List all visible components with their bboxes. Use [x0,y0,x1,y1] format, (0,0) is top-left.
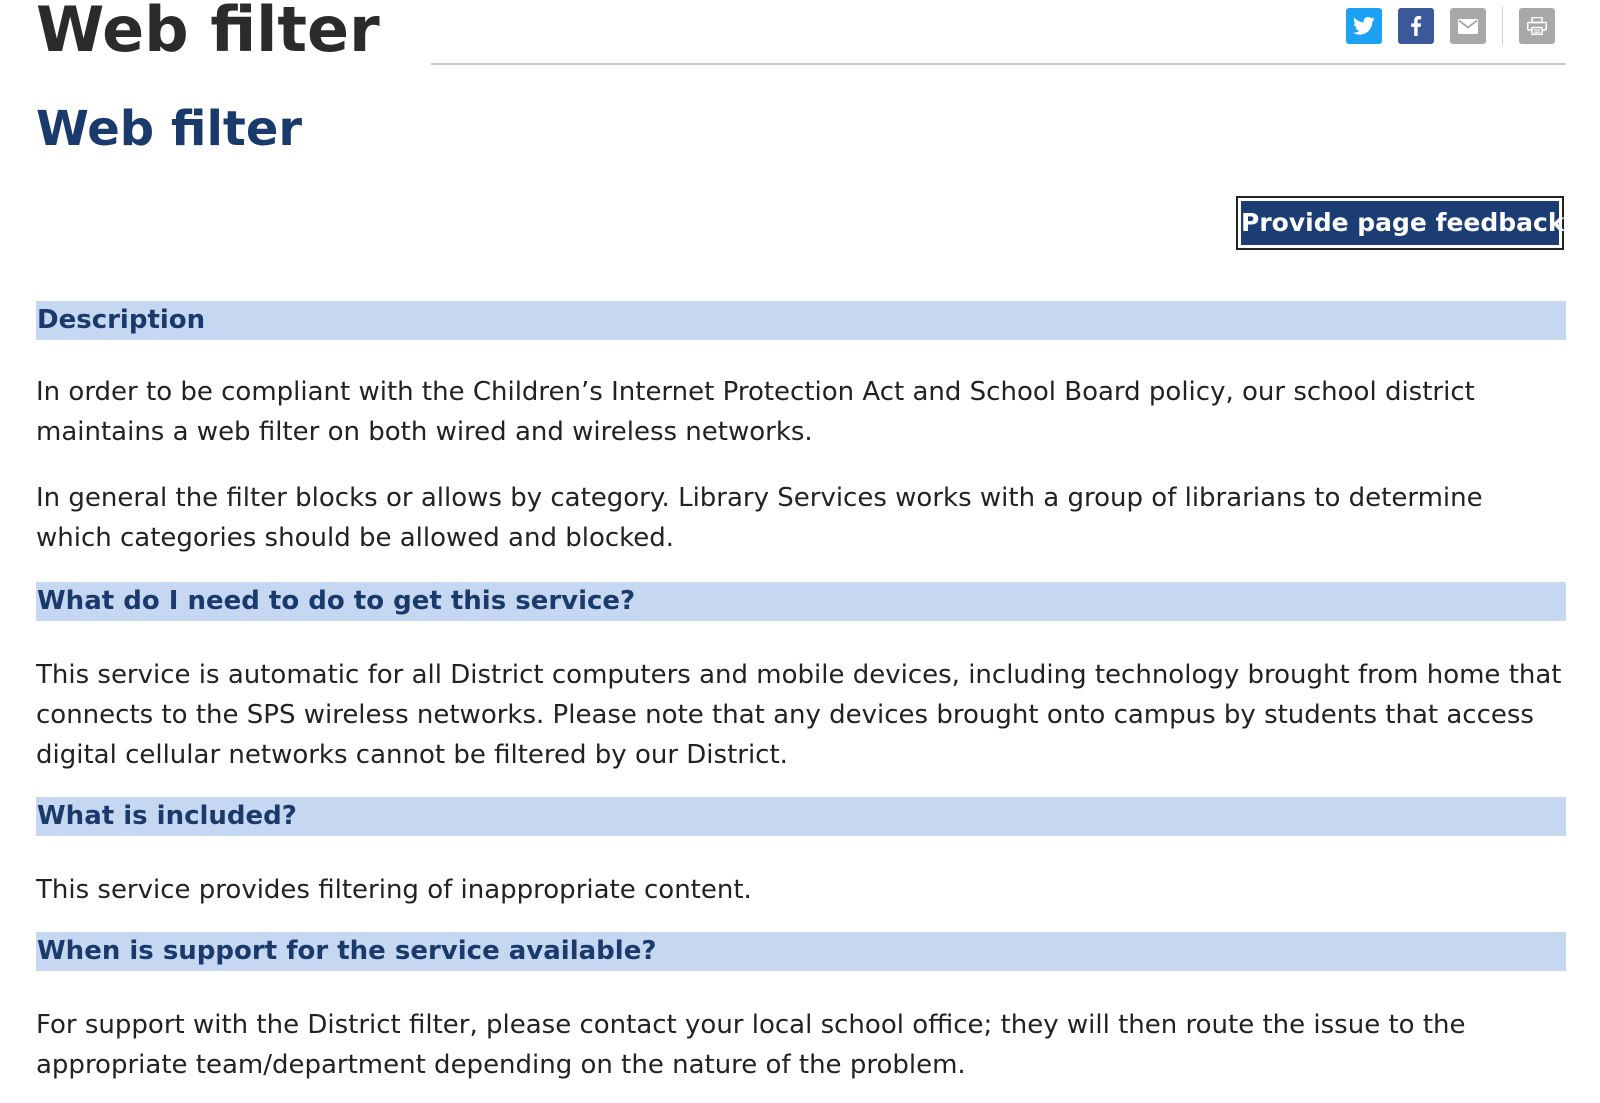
section-heading-description: Description [36,301,1566,340]
section-paragraph: In general the filter blocks or allows by category. Library Services works with a group of librarians to determine which categories should be allowed and blocked. [36,483,1483,553]
print-button[interactable] [1519,8,1555,44]
share-toolbar [1346,7,1555,45]
section-heading-get-service: What do I need to do to get this service? [36,582,1566,621]
section-heading-included: What is included? [36,797,1566,836]
share-email-button[interactable] [1450,8,1486,44]
title-divider [431,63,1566,65]
section-paragraph: In order to be compliant with the Children’s Internet Protection Act and School Board policy, our school district maintains a web filter on both wired and wireless networks. [36,377,1475,447]
section-paragraph: For support with the District filter, please contact your local school office; they will then route the issue to the appropriate team/department depending on the nature of the problem. [36,1010,1466,1080]
section-heading-support: When is support for the service available? [36,932,1566,971]
facebook-icon [1410,16,1422,36]
twitter-icon [1353,16,1375,36]
main-content [36,301,1566,1085]
share-facebook-button[interactable] [1398,8,1434,44]
share-divider [1502,7,1503,45]
printer-icon [1527,17,1547,35]
section-paragraph: This service provides filtering of inappropriate content. [36,875,752,905]
content-title: Web filter [36,101,303,157]
share-twitter-button[interactable] [1346,8,1382,44]
envelope-icon [1458,19,1478,34]
page-title: Web filter [36,0,380,66]
section-paragraph: This service is automatic for all District computers and mobile devices, including technology brought from home that connects to the SPS wireless networks. Please note that any devices brought onto campus by students that access digital cellular networks cannot be filtered by our District. [36,660,1562,770]
provide-feedback-button[interactable]: Provide page feedback [1241,201,1559,245]
feedback-button-frame [1236,196,1564,250]
